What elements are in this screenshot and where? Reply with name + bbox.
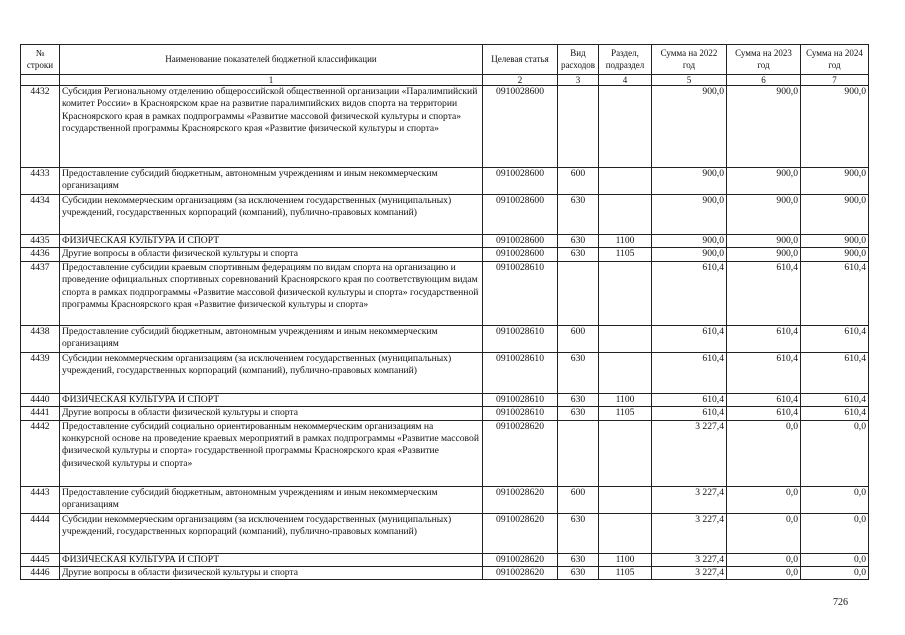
row-sum-2024: 900,0 [801, 168, 869, 195]
row-sum-2022: 610,4 [652, 407, 727, 420]
row-sum-2023: 0,0 [727, 513, 801, 553]
header-name: Наименование показателей бюджетной классификации [60, 45, 483, 75]
row-sum-2022: 610,4 [652, 261, 727, 325]
row-sum-2024: 0,0 [801, 420, 869, 486]
row-expense-kind: 630 [558, 393, 599, 406]
row-number: 4446 [21, 567, 60, 580]
table-row [21, 407, 869, 420]
row-name: Субсидия Региональному отделению общероссийской общественной организации «Паралимпийский комитет России» в Красноярском крае на развитие паралимпийских видов спорта на территории Красноярского края в рамках подпрограммы «Развитие массовой физической культуры и спорта» государственной программы Красноярского края «Развитие физической культуры и спорта» [60, 86, 483, 168]
row-section: 1105 [599, 567, 652, 580]
row-sum-2023: 900,0 [727, 195, 801, 235]
row-name: Другие вопросы в области физической культуры и спорта [60, 407, 483, 420]
row-name: Другие вопросы в области физической культуры и спорта [60, 567, 483, 580]
row-section [599, 486, 652, 513]
row-name: Предоставление субсидий бюджетным, автономным учреждениям и иным некоммерческим организациям [60, 325, 483, 352]
row-number: 4436 [21, 248, 60, 261]
row-sum-2023: 610,4 [727, 407, 801, 420]
row-sum-2024: 900,0 [801, 195, 869, 235]
row-expense-kind [558, 420, 599, 486]
row-number: 4443 [21, 486, 60, 513]
row-name: Предоставление субсидии краевым спортивным федерациям по видам спорта на организацию и проведение официальных спортивных соревнований Красноярского края по соответствующим видам спорта в рамках подпрограммы «Развитие массовой физической культуры и спорта» государственной программы Красноярского края «Развитие физической культуры и спорта» [60, 261, 483, 325]
row-number: 4444 [21, 513, 60, 553]
row-expense-kind [558, 261, 599, 325]
row-expense-kind: 600 [558, 168, 599, 195]
row-section [599, 86, 652, 168]
row-sum-2022: 610,4 [652, 325, 727, 352]
row-sum-2022: 900,0 [652, 168, 727, 195]
row-sum-2023: 900,0 [727, 86, 801, 168]
row-name: Предоставление субсидий бюджетным, автономным учреждениям и иным некоммерческим организациям [60, 486, 483, 513]
row-target-article: 0910028620 [483, 420, 558, 486]
row-sum-2022: 900,0 [652, 195, 727, 235]
row-expense-kind: 630 [558, 407, 599, 420]
row-target-article: 0910028620 [483, 567, 558, 580]
row-section [599, 352, 652, 393]
header-target: Целевая статья [483, 45, 558, 75]
row-name: Субсидии некоммерческим организациям (за исключением государственных (муниципальных) учреждений, государственных корпораций (компаний), публично-правовых компаний) [60, 195, 483, 235]
row-section: 1105 [599, 248, 652, 261]
row-section: 1100 [599, 235, 652, 248]
row-sum-2022: 610,4 [652, 393, 727, 406]
row-target-article: 0910028610 [483, 261, 558, 325]
row-expense-kind: 630 [558, 553, 599, 566]
row-sum-2024: 900,0 [801, 235, 869, 248]
table-row [21, 168, 869, 195]
row-target-article: 0910028600 [483, 248, 558, 261]
row-sum-2024: 0,0 [801, 567, 869, 580]
row-section [599, 325, 652, 352]
row-sum-2023: 900,0 [727, 168, 801, 195]
row-section [599, 195, 652, 235]
row-name: ФИЗИЧЕСКАЯ КУЛЬТУРА И СПОРТ [60, 393, 483, 406]
row-number: 4445 [21, 553, 60, 566]
row-sum-2023: 900,0 [727, 235, 801, 248]
row-number: 4433 [21, 168, 60, 195]
row-expense-kind: 600 [558, 486, 599, 513]
table-row [21, 195, 869, 235]
row-target-article: 0910028610 [483, 352, 558, 393]
row-name: Субсидии некоммерческим организациям (за исключением государственных (муниципальных) учреждений, государственных корпораций (компаний), публично-правовых компаний) [60, 352, 483, 393]
row-name: Предоставление субсидий социально ориентированным некоммерческим организациям на конкурсной основе на проведение краевых мероприятий в рамках подпрограммы «Развитие массовой физической культуры и спорта» государственной программы Красноярского края «Развитие физической культуры и спорта» [60, 420, 483, 486]
row-sum-2022: 3 227,4 [652, 553, 727, 566]
row-number: 4432 [21, 86, 60, 168]
row-sum-2023: 610,4 [727, 261, 801, 325]
row-expense-kind: 630 [558, 248, 599, 261]
row-target-article: 0910028610 [483, 325, 558, 352]
row-sum-2022: 3 227,4 [652, 486, 727, 513]
column-number: 3 [558, 75, 599, 86]
column-number: 5 [652, 75, 727, 86]
row-sum-2024: 610,4 [801, 393, 869, 406]
row-target-article: 0910028620 [483, 486, 558, 513]
table-row [21, 513, 869, 553]
row-section [599, 261, 652, 325]
row-number: 4434 [21, 195, 60, 235]
column-number [21, 75, 60, 86]
row-sum-2023: 0,0 [727, 486, 801, 513]
row-name: Другие вопросы в области физической культуры и спорта [60, 248, 483, 261]
row-number: 4439 [21, 352, 60, 393]
row-name: ФИЗИЧЕСКАЯ КУЛЬТУРА И СПОРТ [60, 553, 483, 566]
table-row [21, 235, 869, 248]
row-expense-kind: 630 [558, 513, 599, 553]
table-row [21, 261, 869, 325]
row-sum-2022: 610,4 [652, 352, 727, 393]
row-sum-2024: 610,4 [801, 325, 869, 352]
row-number: 4437 [21, 261, 60, 325]
column-number: 2 [483, 75, 558, 86]
row-sum-2022: 3 227,4 [652, 513, 727, 553]
header-sum-2023: Сумма на 2023 год [727, 45, 801, 75]
header-row-no: № строки [21, 45, 60, 75]
table-row [21, 352, 869, 393]
row-sum-2022: 900,0 [652, 235, 727, 248]
page-number: 726 [833, 597, 848, 608]
row-sum-2024: 0,0 [801, 513, 869, 553]
row-target-article: 0910028600 [483, 168, 558, 195]
row-target-article: 0910028620 [483, 553, 558, 566]
row-section: 1100 [599, 553, 652, 566]
header-kind: Вид расходов [558, 45, 599, 75]
row-sum-2023: 610,4 [727, 352, 801, 393]
row-section: 1100 [599, 393, 652, 406]
row-section [599, 420, 652, 486]
column-number-row [21, 75, 869, 86]
row-expense-kind: 630 [558, 235, 599, 248]
column-number: 6 [727, 75, 801, 86]
row-target-article: 0910028610 [483, 393, 558, 406]
row-sum-2022: 900,0 [652, 248, 727, 261]
row-section [599, 168, 652, 195]
row-sum-2023: 610,4 [727, 393, 801, 406]
header-row [21, 45, 869, 75]
row-sum-2024: 0,0 [801, 486, 869, 513]
header-sum-2024: Сумма на 2024 год [801, 45, 869, 75]
row-expense-kind: 630 [558, 352, 599, 393]
table-row [21, 486, 869, 513]
row-name: Субсидии некоммерческим организациям (за исключением государственных (муниципальных) учреждений, государственных корпораций (компаний), публично-правовых компаний) [60, 513, 483, 553]
row-expense-kind: 630 [558, 567, 599, 580]
row-sum-2022: 3 227,4 [652, 567, 727, 580]
header-sum-2022: Сумма на 2022 год [652, 45, 727, 75]
table-row [21, 420, 869, 486]
row-sum-2023: 610,4 [727, 325, 801, 352]
column-number: 1 [60, 75, 483, 86]
row-sum-2023: 900,0 [727, 248, 801, 261]
row-sum-2024: 0,0 [801, 553, 869, 566]
table-row [21, 393, 869, 406]
table-row [21, 325, 869, 352]
table-row [21, 86, 869, 168]
column-number: 7 [801, 75, 869, 86]
row-target-article: 0910028600 [483, 235, 558, 248]
row-target-article: 0910028610 [483, 407, 558, 420]
row-sum-2024: 900,0 [801, 86, 869, 168]
budget-table [20, 44, 869, 580]
table-row [21, 567, 869, 580]
table-row [21, 553, 869, 566]
row-name: Предоставление субсидий бюджетным, автономным учреждениям и иным некоммерческим организациям [60, 168, 483, 195]
row-sum-2024: 610,4 [801, 352, 869, 393]
row-number: 4438 [21, 325, 60, 352]
row-sum-2022: 3 227,4 [652, 420, 727, 486]
row-expense-kind: 600 [558, 325, 599, 352]
row-expense-kind: 630 [558, 195, 599, 235]
row-number: 4440 [21, 393, 60, 406]
column-number: 4 [599, 75, 652, 86]
row-sum-2024: 610,4 [801, 407, 869, 420]
row-number: 4441 [21, 407, 60, 420]
row-expense-kind [558, 86, 599, 168]
row-number: 4442 [21, 420, 60, 486]
row-number: 4435 [21, 235, 60, 248]
row-sum-2023: 0,0 [727, 567, 801, 580]
table-row [21, 248, 869, 261]
row-sum-2023: 0,0 [727, 553, 801, 566]
row-name: ФИЗИЧЕСКАЯ КУЛЬТУРА И СПОРТ [60, 235, 483, 248]
row-section: 1105 [599, 407, 652, 420]
row-target-article: 0910028600 [483, 195, 558, 235]
row-sum-2023: 0,0 [727, 420, 801, 486]
row-sum-2024: 610,4 [801, 261, 869, 325]
row-section [599, 513, 652, 553]
header-section: Раздел, подраздел [599, 45, 652, 75]
row-sum-2022: 900,0 [652, 86, 727, 168]
row-target-article: 0910028620 [483, 513, 558, 553]
row-sum-2024: 900,0 [801, 248, 869, 261]
row-target-article: 0910028600 [483, 86, 558, 168]
